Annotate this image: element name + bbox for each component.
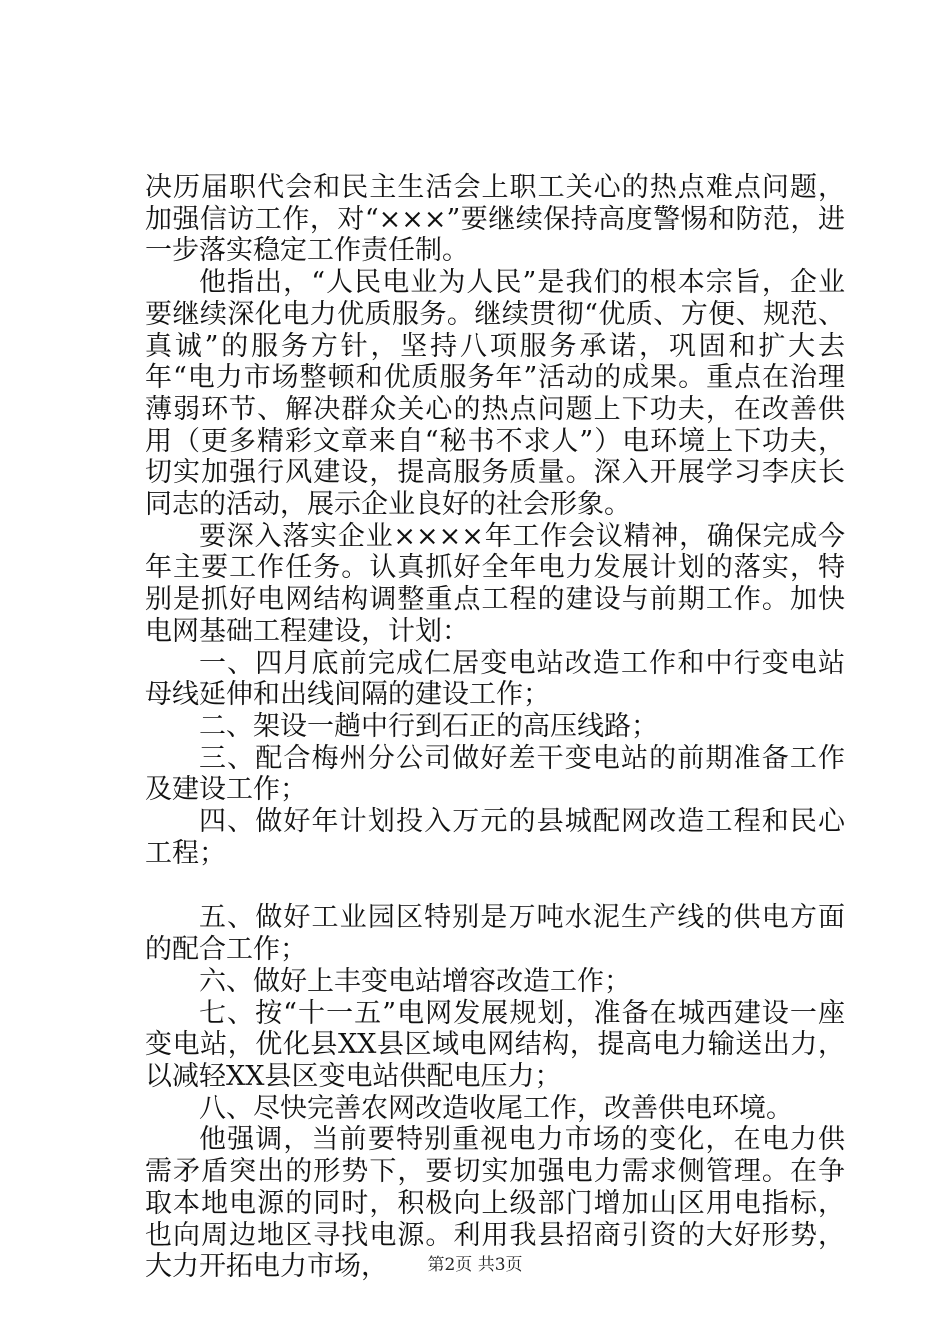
- plan-item-3: 三、配合梅州分公司做好差干变电站的前期准备工作及建设工作；: [145, 742, 845, 806]
- plan-item-4: 四、做好年计划投入万元的县城配网改造工程和民心工程；: [145, 806, 845, 869]
- paragraph-work-plan: 要深入落实企业××××年工作会议精神，确保完成今年主要工作任务。认真抓好全年电力发展计划的落实，特别是抓好电网结构调整重点工程的建设与前期工作。加快电网基础工程建设，计划：: [145, 520, 845, 647]
- plan-item-1: 一、四月底前完成仁居变电站改造工作和中行变电站母线延伸和出线间隔的建设工作；: [145, 647, 845, 711]
- paragraph-demand-management: 他强调，当前要特别重视电力市场的变化，在电力供需矛盾突出的形势下，要切实加强电力需求侧管理。在争取本地电源的同时，积极向上级部门增加山区用电指标，也向周边地区寻找电源。利用我县招商引资的大好形势，大力开拓电力市场，: [145, 1124, 845, 1283]
- blank-line: [145, 869, 845, 902]
- plan-item-7: 七、按“十一五”电网发展规划，准备在城西建设一座变电站，优化县XX县区域电网结构，提高电力输送出力，以减轻XX县区变电站供配电压力；: [145, 997, 845, 1092]
- plan-item-2: 二、架设一趟中行到石正的高压线路；: [199, 710, 658, 742]
- plan-item-5: 五、做好工业园区特别是万吨水泥生产线的供电方面的配合工作；: [145, 902, 845, 966]
- paragraph-continuation: 决历届职代会和民主生活会上职工关心的热点难点问题，加强信访工作，对“×××”要继续保持高度警惕和防范，进一步落实稳定工作责任制。: [145, 172, 845, 267]
- plan-item-6: 六、做好上丰变电站增容改造工作；: [199, 965, 631, 997]
- plan-item-8: 八、尽快完善农网改造收尾工作，改善供电环境。: [199, 1092, 793, 1124]
- paragraph-service: 他指出，“人民电业为人民”是我们的根本宗旨，企业要继续深化电力优质服务。继续贯彻“优质、方便、规范、真诚”的服务方针，坚持八项服务承诺，巩固和扩大去年“电力市场整顿和优质服务年”活动的成果。重点在治理薄弱环节、解决群众关心的热点问题上下功夫，在改善供用（更多精彩文章来自“秘书不求人”）电环境上下功夫，切实加强行风建设，提高服务质量。深入开展学习李庆长同志的活动，展示企业良好的社会形象。: [145, 267, 845, 521]
- document-body: [145, 172, 845, 1283]
- page-number-footer: 第2页 共3页: [427, 1255, 523, 1275]
